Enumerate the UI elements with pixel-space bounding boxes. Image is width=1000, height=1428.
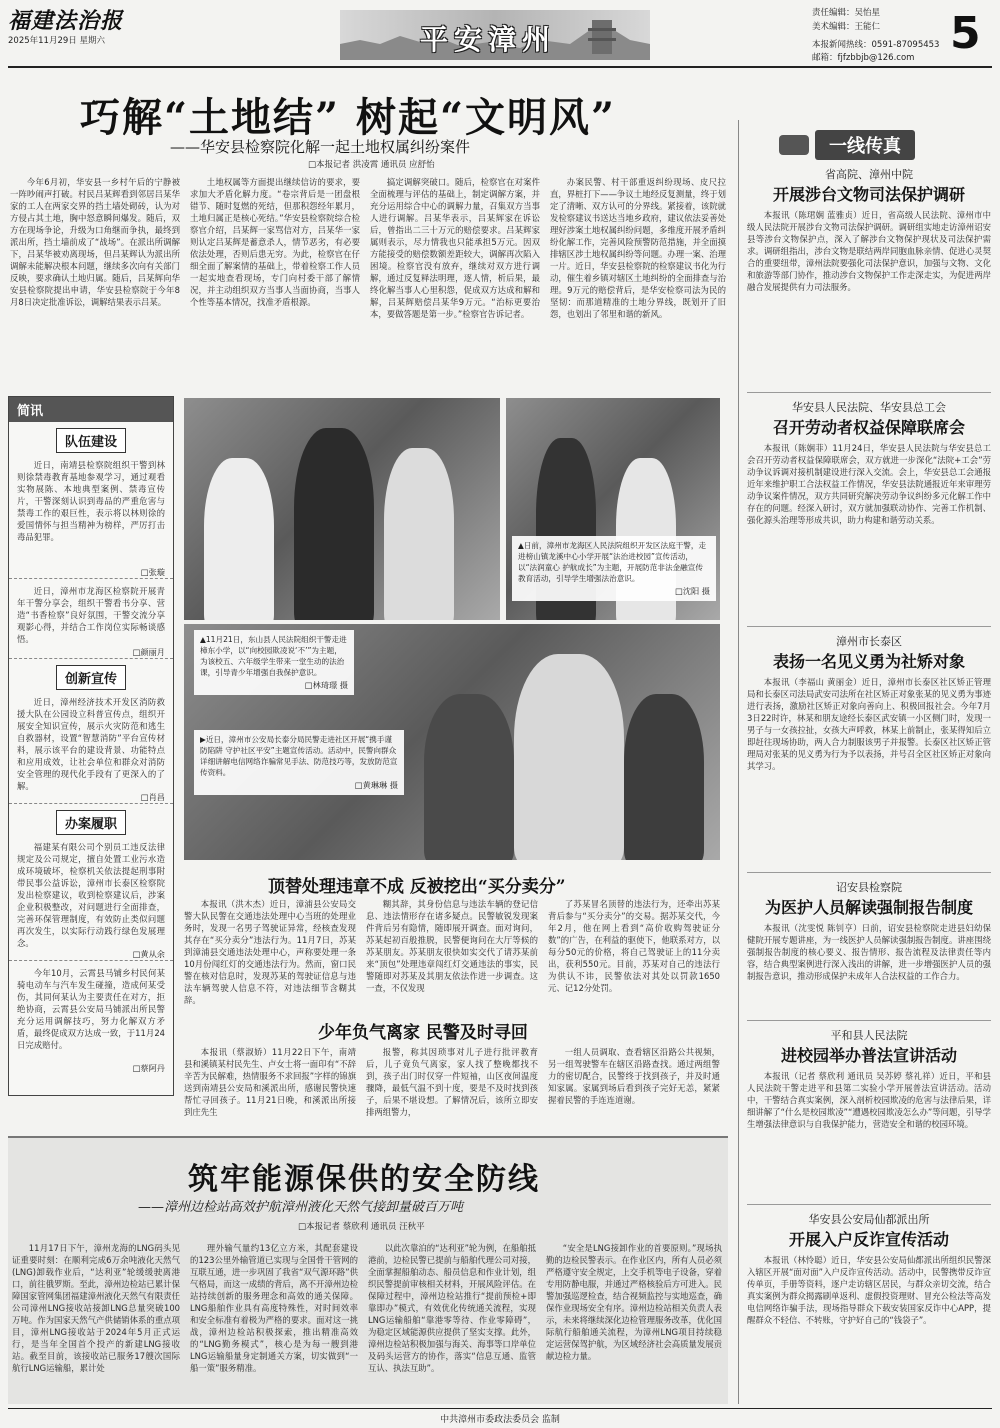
right-item: 漳州市长泰区 表扬一名见义勇为社矫对象 本报讯（李福山 黄丽金）近日，漳州市长泰区社区矫正管理局和长泰区司法局武安司法所在社区矫正对象张某的见义勇为事迹进行表扬，激励社区矫正对象向善向上、积极回报社会。今年7月3日22时许，林某和朋友途经长泰区武安镇一小区侧门时，发现一男子与一女孩拉扯，女孩大声呼救，林某上前制止，张某得知后立即赶往现场协助，两人合力制服该男子并报警。长泰区社区矫正管理局对张某的见义勇为行为予以表扬，并号召全区社区矫正对象向其学习。 [747, 626, 991, 866]
issue-date: 2025年11月29日 星期六 [8, 36, 105, 46]
lead-col-1: 今年6月初，华安县一乡村午后的宁静被一阵吵闹声打破。村民吕某辉看到邻居吕某华家的工人在两家交界的挡土墙处砌砖，认为对方侵占其土地，胸中怒意瞬间爆发。随后，双方在现场争论，升级为口角继而争执，最终到派出所，挡土墙前成了“战场”。在派出所调解下，吕某华被劝离现场，但吕某辉认为派出所调解未能解决根本问题，继续多次向有关部门反映，要求确认土地归属。随后，吕某辉向华安县检察院提出申请，华安县检察院于今年8月8日决定批准诉讼，调解结果表示吕某。 [10, 177, 180, 307]
story4-byline: □本报记者 蔡欣利 通讯员 汪秋平 [298, 1222, 425, 1232]
right-item: 华安县人民法院、华安县总工会 召开劳动者权益保障联席会 本报讯（陈娴菲）11月24日，华安县人民法院与华安县总工会召开劳动者权益保障联席会，双方就进一步深化“法院+工会”劳动争议诉调对接机制建设进行深入交流。会上，华安县总工会通报近年来维护职工合法权益工作情况，华安县法院通报近年来审理劳动争议案件情况，双方共同研究解决劳动争议纠纷多元化解工作中存在的问题。经深入研讨，双方就加强联动协作、完善工作机制、强化源头治理等形成共识，助力构建和谐劳动关系。 [747, 392, 991, 628]
brief-tag: 创新宣传 [56, 665, 126, 690]
lead-col-4: 办案民警、村干部重返纠纷现场、皮尺拉直，界桩打下——争议土地经反复测量，终于划定了清晰、双方认可的分界线。紧接着，该院就发检察建议书送达当地乡政府，建议依法妥善处理好涉案土地权属纠纷问题，多维度开展矛盾纠纷化解工作，完善风险预警防范措施，并全面摸排辖区涉土地权属纠纷等问题。办理一案、治理一片。近日，华安县检察院的检察建议书化为行动，催生着乡镇对辖区土地纠纷的全面排查与治理。9万元的赔偿背后，是华安检察司法为民的坚韧：而那道精准的土地分界线，既划开了旧怨，也划出了邻里和谐的新风。 [550, 177, 726, 319]
right-item: 平和县人民法院 进校园举办普法宣讲活动 本报讯（记者 蔡欣利 通讯员 吴苏婷 蔡礼祥）近日，平和县人民法院干警走进平和县第二实验小学开展普法宣讲活动。活动中，干警结合真实案例，深入剖析校园欺凌的危害与法律后果，详细讲解了“什么是校园欺凌”“遭遇校园欺凌怎么办”等问题，引导学生增强法律意识与自我保护能力，营造安全和谐的校园环境。 [747, 1020, 991, 1200]
briefs-box [8, 396, 174, 1096]
photo-2-caption: ▲11月21日，东山县人民法院组织干警走进樟东小学，以“向校园欺凌说‘不’”为主题，为该校五、六年级学生带来一堂生动的法治课，引导青少年增强自我保护意识。 □林琦璟 摄 [194, 630, 354, 695]
brief-item: 队伍建设 近日，南靖县检察院组织干警到林则徐禁毒教育基地参观学习，通过观看实物展陈、本地典型案例、禁毒宣传片，干警深刻认识到毒品的严重危害与禁毒工作的艰巨性，表示将以林则徐的爱国情怀与担当精神为榜样，严厉打击毒品犯罪。 □张璇 [9, 422, 173, 578]
fax-icon [779, 135, 809, 155]
section-banner [340, 10, 650, 60]
masthead-rule [8, 66, 992, 68]
story3-title: 少年负气离家 民警及时寻回 [318, 1023, 528, 1043]
right-item: 华安县公安局仙都派出所 开展入户反诈宣传活动 本报讯（林怜聪）近日，华安县公安局仙都派出所组织民警深入辖区开展“面对面”入户反诈宣传活动。活动中，民警携带反诈宣传单页，手册等资料，逐户走访辖区居民，与群众亲切交流，结合真实案例为群众揭露刷单返利、虚假投资理财、冒充公检法等高发电信网络诈骗手法，现场指导群众下载安装国家反诈中心APP，提醒群众不轻信、不转账，守护好自己的“钱袋子”。 [747, 1204, 991, 1402]
story2-title: 顶替处理违章不成 反被挖出“买分卖分” [268, 877, 566, 897]
photo-1-caption: ▲日前，漳州市龙海区人民法院组织开发区法庭干警，走进榜山镇龙溪中心小学开展“法治进校园”宣传活动，以“法润童心 护航成长”为主题，开展防范非法金融宣传教育活动，引导学生增强法治意识。 □沈阳 摄 [512, 536, 716, 601]
email: 邮箱：fjfzbbjb@126.com [812, 53, 915, 63]
art-editor-credit: 美术编辑：王能仁 [812, 22, 881, 32]
story4-col-3: 以此次靠泊的“达利亚”轮为例，在船舶抵港前，边检民警已提前与船舶代理公司对接，全面掌握船舶动态、船员信息和作业计划，组织民警提前审核相关材料，开展风险评估。在保障过程中，漳州边检站推行“提前预检+即靠即办”模式，有效优化传统通关流程，实现LNG运输船舶“靠港零等待、作业零障碍”，为稳定区域能源供应提供了坚实支撑。此外，漳州边检站积极加强与海关、海事等口岸单位及码头运营方的协作，落实“信息互通、监管互认、执法互助”。 [368, 1243, 536, 1373]
photo-police-community [184, 624, 720, 860]
story2-col-1: 本报讯（洪木杰）近日，漳浦县公安局交警大队民警在交通违法处理中心当班的处理业务时，发现一名男子驾驶证异常，经核查发现其存在“买分卖分”违法行为。11月7日，苏某到漳浦县交通违法处理中心，声称要处理一条10月份闯红灯的交通违法行为。然而，窗口民警在核对信息时，发现苏某的驾驶证信息与违法车辆驾驶人信息不符，对违法细节含糊其辞。 [184, 899, 356, 1005]
photo-students-booth [184, 398, 500, 620]
lead-title: 巧解“土地结” 树起“文明风” [80, 94, 616, 141]
story4-box [8, 1136, 728, 1404]
lead-col-2: 土地权属等方面提出继续信访的要求，要求加大矛盾化解力度。“卷宗背后是一团盘根错节、随时复燃的死结，但那积怨经年累月，土地归属正是核心死结。”华安县检察院综合检察官介绍，吕某辉一家骂信对方，吕某华一家则认定吕某辉是蓄意杀人，情节恶劣，有必要依法处理，否则后患无穷。为此，检察官在仔细全面了解案情的基础上，带着检察工作人员一起实地查看现场，专门向村委干部了解情况，并主动组织双方当事人当面协商，当事人个性等基本情况，找准矛盾根源。 [190, 177, 360, 307]
brief-item: 今年10月，云霄县马铺乡村民何某骑电动车与汽车发生碰撞，造成何某受伤，其同何某认为主要责任在对方，拒绝协商，云霄县公安局马铺派出所民警充分运用调解技巧，努力化解双方矛盾，最终促成双方达成一致，于11月24日完成赔付。 □蔡阿丹 [9, 960, 173, 1074]
brief-tag: 办案履职 [56, 810, 126, 835]
story4-col-2: 理外输气量约13亿立方米，其配套建设的123公里外输管道已实现与全国骨干管网的互联互通，进一步巩固了我省“双气源环路”供气格局，而这一成绩的背后，离不开漳州边检站持续创新的服务理念和高效的通关保障。LNG船舶作业具有高度特殊性，对时间效率和安全标准有着极为严格的要求。面对这一挑战，漳州边检站积极探索，推出精准高效的“LNG勤务模式”，核心是为每一艘到港LNG运输船量身定制通关方案，切实做到“一船一策”服务精准。 [190, 1243, 358, 1373]
story4-col-1: 11月17日下午，漳州龙海的LNG码头见证重要时刻：在顺利完成6万余吨液化天然气(LNG)卸载作业后，“达利亚”轮缓缓驶离港口，前往俄罗斯。至此，漳州边检站已累计保障国家管网集团福建漳州液化天然气有限责任公司漳州LNG接收站接卸LNG总量突破100万吨。作为国家天然气产供储销体系的重点项目，漳州LNG接收站于2024年5月正式运行，是当年全国首个投产的新建LNG接收站。截至目前，该接收站已服务17艘次国际航行LNG运输船，累计处 [12, 1243, 180, 1373]
brief-item: 近日，漳州市龙海区检察院开展青年干警分享会，组织干警看书分享、营造“书香检察”良好氛围，干警交流分享观影心得，并结合工作岗位实际畅谈感悟。 □颜丽月 [9, 578, 173, 658]
story3-col-2: 报警，称其因琐事对儿子进行批评教育后，儿子竟负气离家，家人找了整晚都找不到，孩子出门时仅穿一件短袖，山区夜间温度骤降，最低气温不到十度，要是不及时找到孩子，后果不堪设想。了解情况后，该所立即安排两组警力， [366, 1047, 538, 1117]
footer-rule [8, 1408, 992, 1409]
story2-col-2: 糊其辞，其身份信息与违法车辆的登记信息、违法情形存在诸多疑点。民警敏锐发现案件背后另有隐情，随即展开调查。面对询问，苏某起初百般推脱，民警便询问在大厅等候的苏某朋友。苏某朋友很快如实交代了请苏某前来“顶包”处理违章闯红灯交通违法的事实，民警随即对苏某及其朋友依法作进一步调查。这一查，不仅发现 [366, 899, 538, 993]
lead-byline: □本报记者 洪凌霄 通讯员 应舒怡 [308, 160, 435, 170]
masthead [0, 0, 1000, 66]
brief-tag: 队伍建设 [56, 428, 126, 453]
section-title: 平安漳州 [420, 23, 557, 56]
brief-item: 创新宣传 近日，漳州经济技术开发区消防救援大队在公园设立科普宣传点，组织开展安全知识宣传，展示火灾防范和逃生自救器材，设置“智慧消防”平台宣传材料，展示该平台的建设背景、功能特点和应用成效，让社会单位和群众对消防安全管理的现代化手段有了更深入的了解。 □肖昌 [9, 658, 173, 803]
story4-col-4: “安全是LNG接卸作业的首要原则。”现场执勤的边检民警表示。在作业区内，所有人员必须严格遵守安全规定，上交手机等电子设备，穿着专用防静电服，并通过严格核验后方可进入。民警加强巡逻检查，结合视频监控与实地巡查，确保作业现场安全有序。漳州边检站相关负责人表示，未来将继续深化边检管理服务改革，优化国际航行船舶通关流程，为漳州LNG项目持续稳定运营保驾护航，为区域经济社会高质量发展贡献边检力量。 [546, 1243, 722, 1361]
right-item: 诏安县检察院 为医护人员解读强制报告制度 本报讯（沈雯悦 陈钊亨）日前，诏安县检察院走进县妇幼保健院开展专题讲座，为一线医护人员解读强制报告制度。讲座围绕强制报告制度的核心要义、报告情形、报告流程及法律责任等内容，结合典型案例进行深入浅出的讲解，进一步增强医护人员的强制报告意识，推动形成保护未成年人合法权益的工作合力。 [747, 872, 991, 1032]
story4-title: 筑牢能源保供的安全防线 [188, 1162, 540, 1197]
photo-court-outreach [506, 398, 720, 620]
page-number: 5 [950, 8, 981, 59]
story3-col-1: 本报讯（蔡淑娇）11月22日下午，南靖县和溪镇某村民先生、卢女士将一面印有“不辞辛苦为民解难，热情服务不求回报”字样的锦旗送到南靖县公安局和溪派出所，感谢民警快速帮忙寻回孩子。11月21日晚，和溪派出所接到庄先生 [184, 1047, 356, 1117]
lead-subtitle: ——华安县检察院化解一起土地权属纠纷案件 [170, 138, 471, 156]
section-header: 一线传真 [779, 130, 994, 160]
editor-credit: 责任编辑：吴怡星 [812, 8, 881, 18]
brief-item: 办案履职 福建某有限公司个别员工违反法律规定及公司规定，擅自处置工业污水造成环境破坏，检察机关依法提起刑事附带民事公益诉讼，漳州市长泰区检察院发出检察建议，收到检察建议后，涉案企业积极整改，对问题进行全面排查，完善环保管理制度，有效防止类似问题再次发生，以实际行动践行绿色发展理念。 □黄从余 [9, 803, 173, 960]
right-item: 省高院、漳州中院 开展涉台文物司法保护调研 本报讯（陈珺娴 蓝雅贞）近日，省高级人民法院、漳州市中级人民法院开展涉台文物司法保护调研。调研组实地走访漳州诏安县等涉台文物保护点，深入了解涉台文物保护现状及司法保护需求。调研组指出，涉台文物是联结两岸同胞血脉亲情、促进心灵契合的重要纽带，漳州法院要强化司法保护意识，加强与文物、文化和旅游等部门协作，推动涉台文物保护工作走深走实，为促进两岸融合发展提供有力司法服务。 [747, 168, 991, 292]
news-hotline: 本报新闻热线：0591-87095453 [812, 40, 940, 50]
story4-subtitle: ——漳州边检站高效护航漳州液化天然气接卸量破百万吨 [138, 1200, 464, 1215]
photo-3-caption: ▶近日，漳州市公安局长泰分局民警走进社区开展“携手谨防陷阱 守护社区平安”主题宣传活动。活动中，民警向群众详细讲解电信网络诈骗常见手法、防范技巧等，发放防范宣传资料。 □黄琳琳 摄 [194, 730, 404, 795]
lead-col-3: 搞定调解突破口。随后，检察官在对案件全面梳理与评估的基础上，制定调解方案，并充分运用综合中心的调解力量，召集双方当事人进行调解。吕某华表示，吕某辉家在诉讼后，曾指出二三十万元的赔偿要求。吕某辉家属则表示，尽力情我也只能承担5万元。因双方能接受的赔偿数额差距较大，调解再次陷入困境。检察官没有放弃，继续对双方进行调解，通过反复释法明理，逐人情，析后果，最终化解当事人心里积怨，促成双方达成和解和解，吕某辉赔偿吕某华9万元。“治标更要治本，要做答题是第一步。”检察官告诉记者。 [370, 177, 540, 319]
footer-credit: 中共漳州市委政法委员会 监制 [440, 1415, 560, 1425]
right-column [738, 120, 994, 1404]
story2-col-3: 了苏某冒名顶替的违法行为，还牵出苏某背后参与“买分卖分”的交易。据苏某交代，今年2月，他在网上看到“高价收购驾驶证分数”的广告，在利益的驱使下，他联系对方，以每分50元的价格，将自己驾驶证上的11分卖出，获利550元。目前，苏某对自己的违法行为供认不讳，民警依法对其处以罚款1650元、记12分处罚。 [548, 899, 720, 993]
paper-name: 福建法治报 [8, 8, 124, 34]
briefs-title: 简讯 [9, 397, 173, 422]
story3-col-3: 一组人员调取、查看辖区沿路公共视频，另一组驾驶警车在辖区沿路查找。通过两组警力的密切配合，民警终于找到孩子，并及时通知家属。家属到场后看到孩子完好无恙，紧紧握着民警的手连连道谢。 [548, 1047, 720, 1105]
